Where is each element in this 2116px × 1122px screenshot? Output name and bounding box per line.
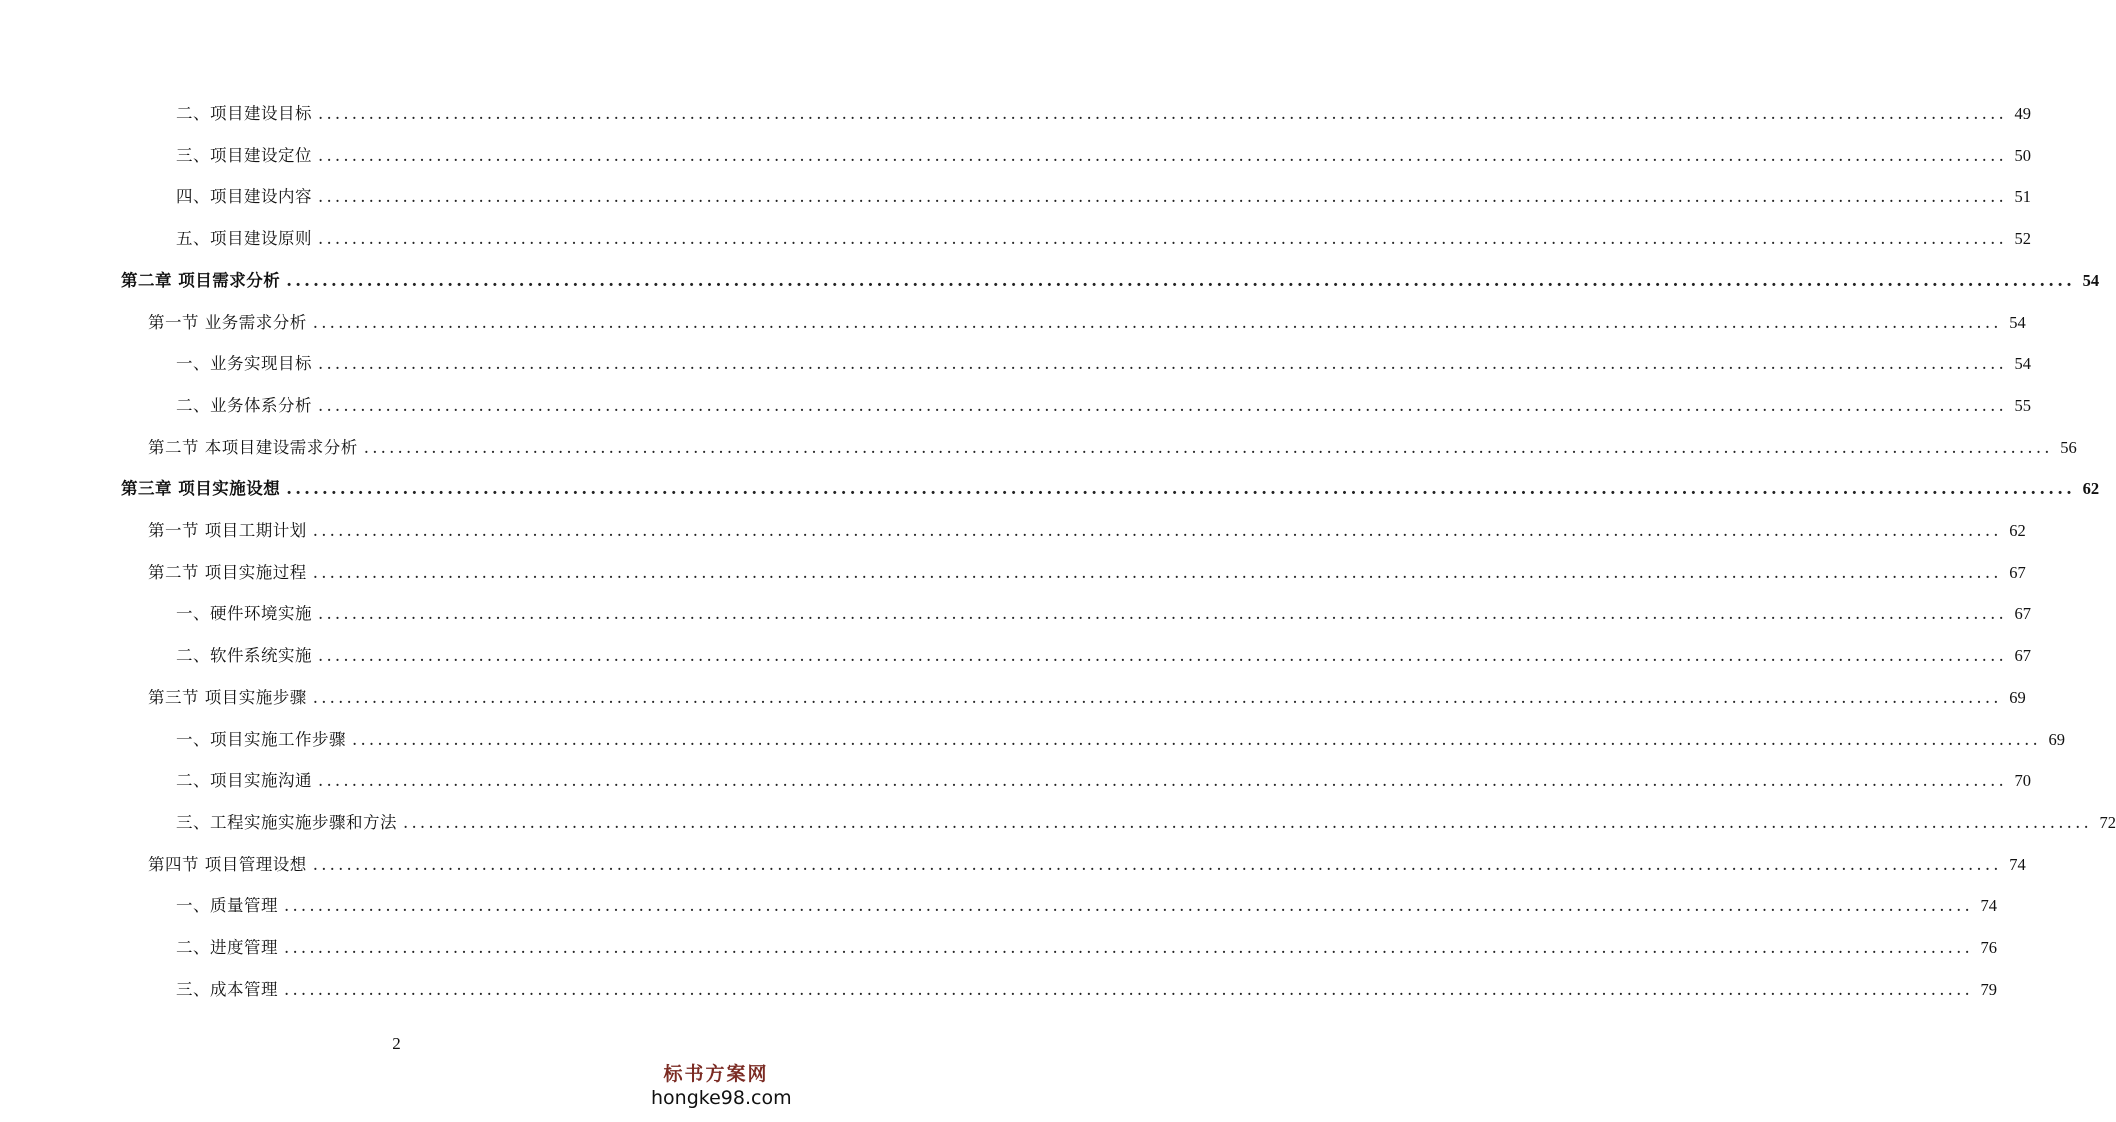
toc-entry: [176, 889, 1997, 917]
toc-entry: [176, 723, 2065, 751]
toc-entry-page: 54: [2009, 312, 2026, 332]
toc-entry: [148, 848, 2026, 876]
toc-dot-leader: ........................................................................................................................................................................................................: [284, 896, 1973, 916]
toc-entry-page: 62: [2009, 521, 2026, 540]
toc-entry-title: 第一节 业务需求分析: [148, 312, 307, 332]
toc-entry-page: 67: [2009, 562, 2026, 582]
toc-entry: [176, 806, 2116, 834]
toc-dot-leader: ........................................................................................................................................................................................................: [318, 354, 2007, 374]
toc-dot-leader: ........................................................................................................................................................................................................: [318, 604, 2007, 624]
toc-entry: [148, 514, 2026, 542]
toc-dot-leader: ........................................................................................................................................................................................................: [318, 145, 2007, 165]
toc-entry-page: 69: [2048, 729, 2065, 749]
toc-entry-title: 二、业务体系分析: [176, 395, 312, 415]
toc-entry-title: 二、进度管理: [176, 938, 278, 957]
toc-entry: [176, 139, 2031, 167]
toc-entry-title: 一、硬件环境实施: [176, 604, 312, 624]
toc-dot-leader: ........................................................................................................................................................................................................: [318, 104, 2007, 123]
toc-dot-leader: ........................................................................................................................................................................................................: [312, 312, 2002, 332]
toc-entry-title: 第四节 项目管理设想: [148, 854, 307, 874]
toc-entry-title: 第三节 项目实施步骤: [148, 687, 307, 707]
toc-dot-leader: ........................................................................................................................................................................................................: [318, 187, 2007, 207]
toc-entry-title: 五、项目建设原则: [176, 229, 312, 249]
toc-dot-leader: ........................................................................................................................................................................................................: [286, 270, 2076, 290]
toc-dot-leader: ........................................................................................................................................................................................................: [284, 979, 1973, 999]
toc-entry-page: 70: [2014, 771, 2031, 791]
toc-entry-page: 74: [2009, 854, 2026, 874]
toc-entry-title: 二、项目实施沟通: [176, 771, 312, 791]
toc-entry-title: 二、项目建设目标: [176, 104, 312, 123]
toc-entry: [176, 222, 2031, 250]
toc-entry-title: 一、质量管理: [176, 896, 278, 916]
toc-entry: [148, 431, 2077, 459]
page-number: 2: [392, 1034, 401, 1053]
toc-entry-page: 50: [2014, 145, 2031, 165]
toc-entry-page: 72: [2099, 812, 2116, 832]
toc-entry-page: 55: [2014, 395, 2031, 415]
toc-entry-page: 56: [2060, 437, 2077, 457]
watermark-logo: [651, 1062, 792, 1114]
toc-entry-title: 一、项目实施工作步骤: [176, 729, 346, 749]
toc-entry: [148, 681, 2026, 709]
toc-dot-leader: ........................................................................................................................................................................................................: [312, 562, 2002, 582]
toc-entry-page: 62: [2082, 479, 2100, 499]
toc-entry: [176, 97, 2031, 125]
toc-entry: [121, 264, 2100, 292]
toc-entry-title: 一、业务实现目标: [176, 354, 312, 374]
toc-dot-leader: ........................................................................................................................................................................................................: [318, 229, 2007, 249]
toc-entry-page: 69: [2009, 687, 2026, 707]
toc-entry-title: 四、项目建设内容: [176, 187, 312, 207]
toc-entry: [176, 347, 2031, 375]
toc-entry-page: 54: [2014, 354, 2031, 374]
toc-entry: [176, 597, 2031, 625]
toc-entry-title: 第二节 项目实施过程: [148, 562, 307, 582]
toc-entry-title: 三、项目建设定位: [176, 145, 312, 165]
toc-entry-page: 67: [2014, 604, 2031, 624]
watermark-title: 标书方案网: [663, 1063, 769, 1085]
toc-entry-title: 三、成本管理: [176, 979, 278, 999]
toc-entry: [121, 472, 2100, 500]
toc-entry-page: 76: [1980, 938, 1997, 957]
toc-dot-leader: ........................................................................................................................................................................................................: [312, 687, 2002, 707]
toc-entry-title: 二、软件系统实施: [176, 646, 312, 666]
toc-dot-leader: ........................................................................................................................................................................................................: [286, 479, 2076, 499]
toc-dot-leader: ........................................................................................................................................................................................................: [318, 771, 2007, 791]
toc-entry: [148, 556, 2026, 584]
toc-entry-page: 52: [2014, 229, 2031, 249]
toc-entry: [176, 389, 2031, 417]
toc-entry-page: 49: [2014, 104, 2031, 123]
toc-dot-leader: ........................................................................................................................................................................................................: [318, 395, 2007, 415]
toc-entry-page: 74: [1980, 896, 1997, 916]
toc-dot-leader: ........................................................................................................................................................................................................: [312, 521, 2002, 540]
toc-entry: [176, 973, 1997, 1001]
toc-entry-page: 67: [2014, 646, 2031, 666]
toc-dot-leader: ........................................................................................................................................................................................................: [363, 437, 2053, 457]
toc-entry-title: 第三章 项目实施设想: [121, 479, 281, 499]
toc-entry: [176, 764, 2031, 792]
toc-entry-page: 51: [2014, 187, 2031, 207]
toc-dot-leader: ........................................................................................................................................................................................................: [284, 938, 1973, 957]
toc-entry-page: 79: [1980, 979, 1997, 999]
toc-entry: [176, 180, 2031, 208]
toc-dot-leader: ........................................................................................................................................................................................................: [318, 646, 2007, 666]
toc-dot-leader: ........................................................................................................................................................................................................: [403, 812, 2092, 832]
toc-entry: [176, 639, 2031, 667]
toc-entry-title: 三、工程实施实施步骤和方法: [176, 812, 397, 832]
toc-entry-page: 54: [2082, 270, 2100, 290]
toc-dot-leader: ........................................................................................................................................................................................................: [312, 854, 2002, 874]
toc-dot-leader: ........................................................................................................................................................................................................: [352, 729, 2041, 749]
toc-entry-title: 第一节 项目工期计划: [148, 521, 307, 540]
toc-entry-title: 第二章 项目需求分析: [121, 270, 281, 290]
watermark-url: hongke98.com: [651, 1087, 792, 1109]
toc-entry-title: 第二节 本项目建设需求分析: [148, 437, 358, 457]
toc-entry: [148, 306, 2026, 334]
toc-entry: [176, 931, 1997, 959]
